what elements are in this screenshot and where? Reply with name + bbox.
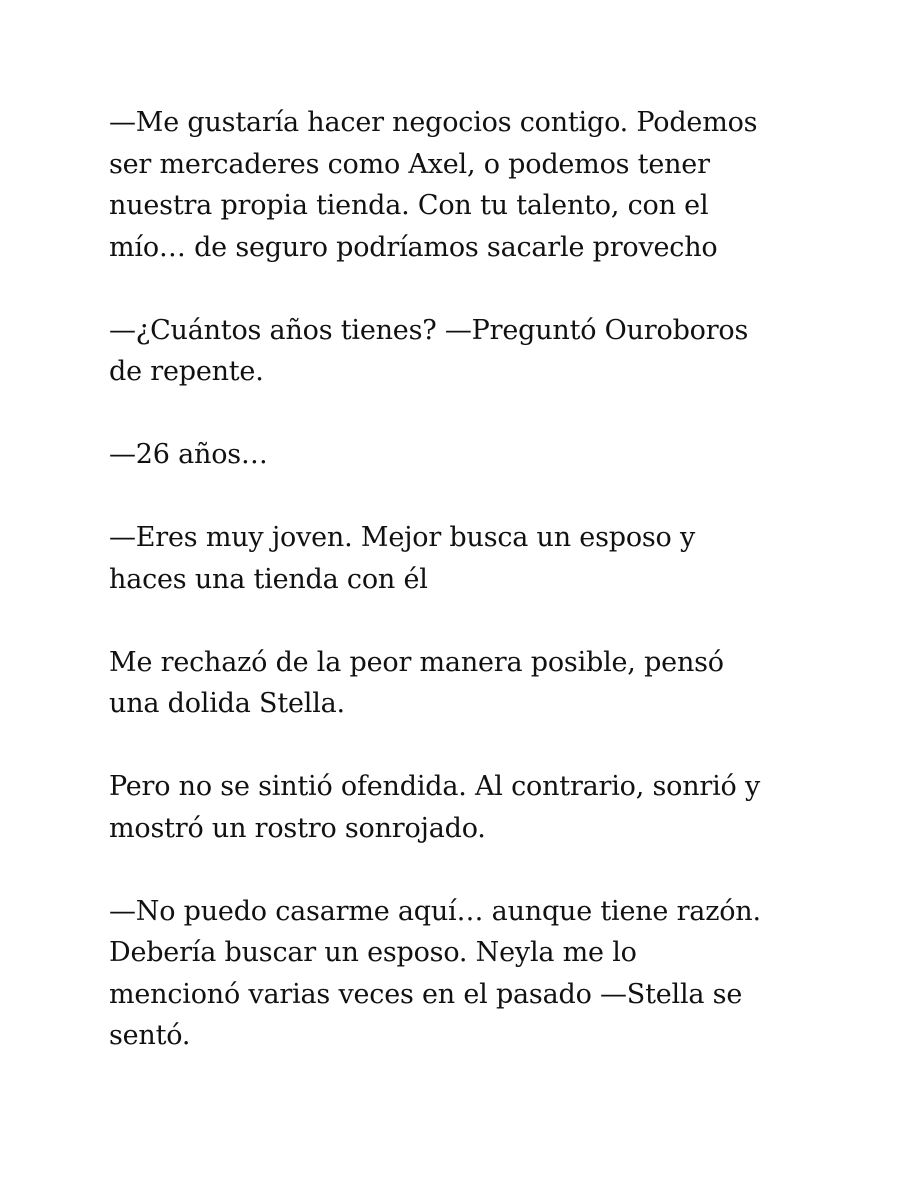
text-line: de repente.: [109, 356, 264, 387]
paragraph-3: [109, 434, 809, 476]
text-line: mío… de seguro podríamos sacarle provecho: [109, 231, 718, 263]
paragraph-7: [109, 891, 809, 1057]
text-line: nuestra propia tienda. Con tu talento, con el: [109, 190, 709, 221]
text-line: —Me gustaría hacer negocios contigo. Podemos: [109, 107, 758, 138]
text-line: —26 años…: [109, 439, 268, 470]
text-line: Pero no se sintió ofendida. Al contrario, sonrió y: [109, 771, 761, 802]
text-line: —No puedo casarme aquí… aunque tiene razón.: [109, 895, 761, 927]
story-text: [109, 102, 809, 1098]
text-line: Me rechazó de la peor manera posible, pensó: [109, 646, 724, 678]
text-line: una dolida Stella.: [109, 688, 345, 719]
text-line: haces una tienda con él: [109, 563, 428, 595]
paragraph-6: [109, 766, 809, 849]
text-line: —¿Cuántos años tienes? —Preguntó Ouroboros: [109, 314, 749, 346]
paragraph-4: [109, 517, 809, 600]
text-line: sentó.: [109, 1020, 191, 1051]
text-line: —Eres muy joven. Mejor busca un esposo y: [109, 522, 696, 553]
paragraph-5: [109, 642, 809, 725]
paragraph-2: [109, 310, 809, 393]
text-line: mostró un rostro sonrojado.: [109, 812, 486, 844]
text-line: Debería buscar un esposo. Neyla me lo: [109, 937, 637, 968]
text-line: ser mercaderes como Axel, o podemos tener: [109, 148, 710, 180]
paragraph-1: [109, 102, 809, 268]
text-line: mencionó varias veces en el pasado —Stella se: [109, 978, 743, 1010]
